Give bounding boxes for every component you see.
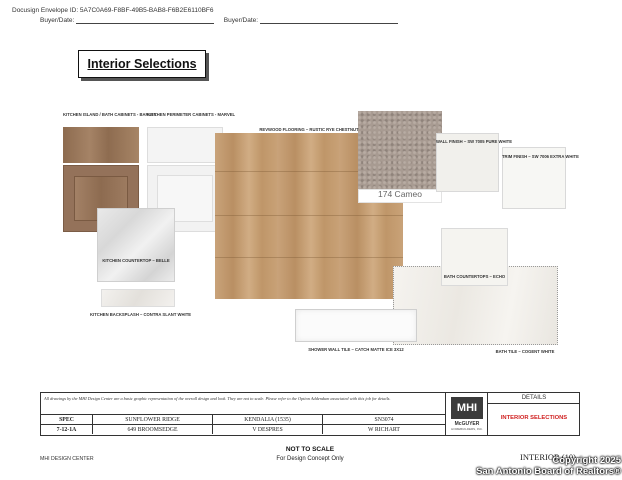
- tb-lot: 7-12-1A: [41, 425, 93, 434]
- carpet-label: 174 Cameo: [378, 189, 422, 199]
- details-value: INTERIOR SELECTIONS: [500, 415, 568, 421]
- buyer-date-line: [40, 17, 398, 24]
- page-label: INTERIOR (10): [520, 452, 576, 462]
- tb-spec: SPEC: [41, 415, 93, 424]
- details-box: [487, 393, 579, 435]
- swatch-island-cabinet-top: [63, 127, 139, 163]
- design-center-label: MHI DESIGN CENTER: [40, 456, 94, 462]
- swatch-carpet: [358, 111, 442, 189]
- caption-wall-finish-top: WALL FINISH – SW 7005 PURE WHITE: [436, 139, 513, 144]
- buyer-date-label-2: Buyer/Date:: [223, 17, 259, 24]
- not-to-scale: NOT TO SCALE: [285, 446, 335, 453]
- tb-designer: V DESPRES: [213, 425, 323, 434]
- swatch-perimeter-cabinet-top: [147, 127, 223, 163]
- caption-kitchen-countertop: KITCHEN COUNTERTOP – BELLE: [102, 258, 170, 263]
- disclaimer: All drawings by the MHI Design Center are a basic graphic representation of the overall design and look. They are not to scale. Please refer to the Option Addendum associated with this job for details.: [44, 396, 391, 401]
- tb-buyer: W RICHART: [368, 426, 400, 433]
- logo-mark: MHI: [451, 397, 483, 419]
- swatch-kitchen-backsplash: [101, 289, 175, 307]
- caption-bath-countertops: BATH COUNTERTOPS – ECHO: [443, 274, 506, 279]
- title-block-row-1: [41, 414, 445, 424]
- logo-sub: HOMEBUILDERS, INC.: [451, 427, 483, 431]
- tb-plan: KENDALIA (1535): [213, 415, 323, 424]
- swatch-shower-wall-tile: [295, 309, 417, 342]
- caption-trim-finish-top: TRIM FINISH – SW 7006 EXTRA WHITE: [502, 154, 579, 159]
- page-title: Interior Selections: [87, 57, 197, 71]
- title-box: [78, 50, 206, 78]
- tb-community: SUNFLOWER RIDGE: [93, 415, 213, 424]
- caption-flooring-top: REVWOOD FLOORING – RUSTIC RYE CHESTNUT: [259, 127, 359, 132]
- caption-kitchen-island: KITCHEN ISLAND / BATH CABINETS - BARLEY: [63, 112, 157, 117]
- mhi-logo: [445, 393, 487, 435]
- buyer-date-label-1: Buyer/Date:: [40, 17, 75, 24]
- title-block-row-2: [41, 424, 445, 434]
- caption-bath-tile: BATH TILE – COGENT WHITE: [495, 349, 555, 354]
- buyer-date-blank-2: [260, 17, 398, 24]
- swatch-kitchen-countertop: [97, 208, 175, 282]
- tb-address: 649 BROOMSEDGE: [93, 425, 213, 434]
- details-label: DETAILS: [488, 395, 580, 404]
- copyright-watermark: [459, 455, 621, 478]
- copyright-line-1: Copyright 2025: [552, 455, 621, 466]
- caption-shower-wall-tile: SHOWER WALL TILE – CATCH MATTE ICE 3X12: [308, 347, 404, 352]
- copyright-line-2: San Antonio Board of Realtors®: [476, 466, 621, 478]
- caption-kitchen-backsplash: KITCHEN BACKSPLASH – CONTRA SLANT WHITE: [90, 312, 192, 317]
- envelope-id: Docusign Envelope ID: 5A7C0A69-F8BF-49B5-BAB8-F6B2E6110BF6: [12, 7, 214, 14]
- caption-kitchen-perimeter: KITCHEN PERIMETER CABINETS - MARVEL: [147, 112, 236, 117]
- buyer-date-blank-1: [76, 17, 214, 24]
- design-concept-note: For Design Concept Only: [276, 456, 344, 462]
- logo-name: McGUYER: [454, 421, 480, 427]
- tb-job-number: SN3074: [374, 416, 394, 423]
